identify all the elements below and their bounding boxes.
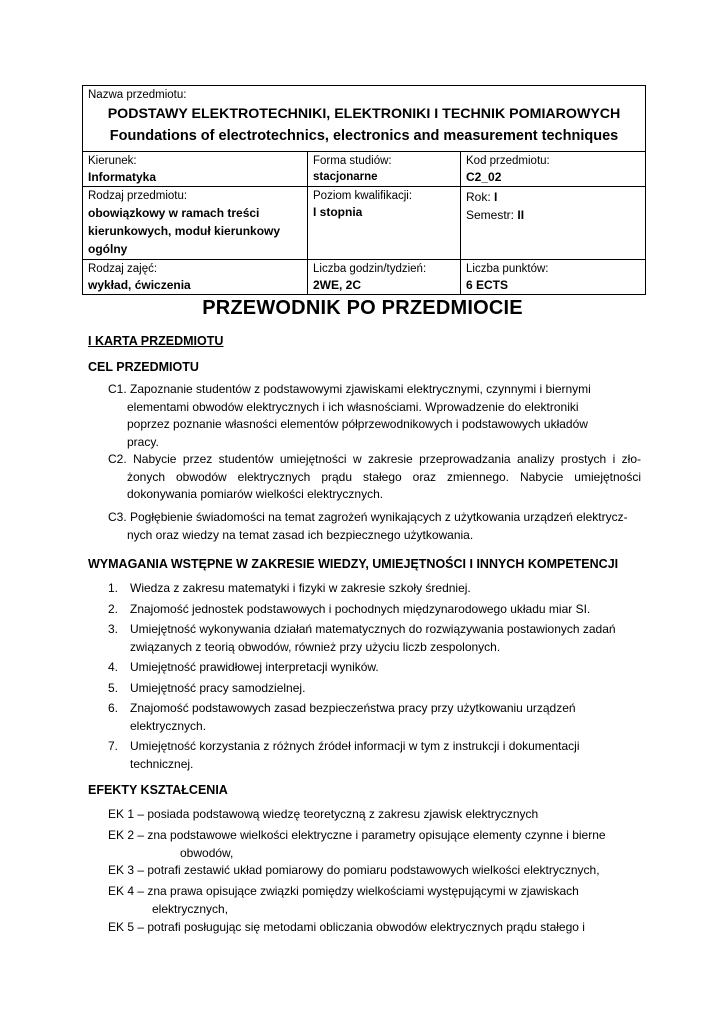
zajecia-value: wykład, ćwiczenia xyxy=(88,278,191,292)
cel-c2-line: C2. Nabycie przez studentów umiejętności w zakresie przeprowadzania analizy prostych i zło- xyxy=(108,452,641,466)
list-item-text: Wiedza z zakresu matematyki i fizyki w zakresie szkoły średniej. xyxy=(130,581,471,595)
section-wymagania-heading: WYMAGANIA WSTĘPNE W ZAKRESIE WIEDZY, UMIEJĘTNOŚCI I INNYCH KOMPETENCJI xyxy=(88,557,619,571)
semestr-value: II xyxy=(517,208,525,222)
list-item-number: 4. xyxy=(108,660,119,674)
course-title-en: Foundations of electrotechnics, electronics and measurement techniques xyxy=(109,128,619,144)
punkty-value: 6 ECTS xyxy=(466,278,509,292)
list-item xyxy=(108,601,641,619)
list-item-text: Umiejętność prawidłowej interpretacji wyników. xyxy=(130,660,379,674)
godziny-label: Liczba godzin/tydzień: xyxy=(313,263,427,275)
list-item-text: Umiejętność pracy samodzielnej. xyxy=(130,680,306,695)
semestr-label: Semestr: xyxy=(466,208,515,222)
cel-c2-line: dokonywania pomiarów wielkości elektrycznych. xyxy=(127,487,384,501)
efekt-ek1: EK 1 – posiada podstawową wiedzę teoretyczną z zakresu zjawisk elektrycznych xyxy=(108,807,539,821)
rodzaj-label: Rodzaj przedmiotu: xyxy=(88,190,188,202)
cel-c1-line: poprzez poznanie własności elementów półprzewodnikowych i podstawowych układów xyxy=(127,417,588,431)
rok xyxy=(466,188,640,206)
list-item-text: Umiejętność korzystania z różnych źródeł informacji w tym z instrukcji i dokumentacji technicznej. xyxy=(130,739,580,771)
kod-value: C2_02 xyxy=(466,170,502,184)
cel-c3 xyxy=(108,509,641,544)
efekt-ek2 xyxy=(108,827,641,862)
poziom-label: Poziom kwalifikacji: xyxy=(313,190,413,202)
list-item-number: 7. xyxy=(108,739,119,753)
efekt-ek4-cont: elektrycznych, xyxy=(152,901,229,916)
list-item xyxy=(108,738,641,773)
cel-c1-line: elementami obwodów elektrycznych i ich własnościami. Wprowadzenie do elektroniki xyxy=(127,399,579,414)
course-name-label: Nazwa przedmiotu: xyxy=(88,89,187,101)
cel-c2 xyxy=(108,451,641,504)
efekt-ek3: EK 3 – potrafi zestawić układ pomiarowy do pomiaru podstawowych wielkości elektrycznych, xyxy=(108,863,600,877)
efekt-ek2-cont: obwodów, xyxy=(180,845,234,860)
kod-label: Kod przedmiotu: xyxy=(466,155,550,167)
course-title-pl: PODSTAWY ELEKTROTECHNIKI, ELEKTRONIKI I TECHNIK POMIAROWYCH xyxy=(107,106,621,122)
rodzaj-value: obowiązkowy w ramach treści kierunkowych, moduł kierunkowy ogólny xyxy=(88,206,281,256)
list-item xyxy=(108,700,641,735)
forma-studiow xyxy=(313,153,455,185)
list-item-number: 2. xyxy=(108,601,119,616)
section-efekty-heading: EFEKTY KSZTAŁCENIA xyxy=(88,783,228,797)
list-item-number: 6. xyxy=(108,701,119,715)
cel-c1-line: pracy. xyxy=(127,434,159,449)
cel-c3-line: nych oraz wiedzy na temat zasad ich bezpiecznego użytkowania. xyxy=(127,527,474,542)
efekt-ek4 xyxy=(108,883,641,918)
info-row-3 xyxy=(83,260,646,295)
cel-c1-line: C1. Zapoznanie studentów z podstawowymi zjawiskami elektrycznymi, czynnymi i biernymi xyxy=(108,382,591,396)
rok-label: Rok: xyxy=(466,190,491,204)
rok-value: I xyxy=(494,190,498,204)
list-item-number: 5. xyxy=(108,680,119,695)
efekt-ek2-line: EK 2 – zna podstawowe wielkości elektryczne i parametry opisujące elementy czynne i bierne xyxy=(108,828,606,842)
forma-value: stacjonarne xyxy=(313,171,378,183)
list-item xyxy=(108,580,641,598)
cel-c2-line: żonych obwodów elektrycznych prądu stałego oraz zmiennego. Nabycie umiejętności xyxy=(127,469,641,484)
cel-c3-line: C3. Pogłębienie świadomości na temat zagrożeń wynikających z użytkowania urządzeń elektrycz- xyxy=(108,510,628,524)
kierunek-label: Kierunek: xyxy=(88,155,137,167)
kierunek-value: Informatyka xyxy=(88,170,157,184)
wymagania-list xyxy=(108,580,641,776)
godziny-value: 2WE, 2C xyxy=(313,278,362,292)
efekt-ek5: EK 5 – potrafi posługując się metodami obliczania obwodów elektrycznych prądu stałego i xyxy=(108,920,585,934)
list-item-text: Znajomość jednostek podstawowych i pochodnych międzynarodowego układu miar SI. xyxy=(130,601,591,616)
cel-c1 xyxy=(108,381,641,451)
list-item-text: Umiejętność wykonywania działań matematycznych do rozwiązywania postawionych zadań związanych z teorią obwodów, również przy użyciu liczb zespolonych. xyxy=(130,622,616,654)
forma-label: Forma studiów: xyxy=(313,155,392,167)
list-item-text: Znajomość podstawowych zasad bezpieczeństwa pracy przy użytkowaniu urządzeń elektrycznych. xyxy=(130,701,576,733)
course-info-table xyxy=(82,85,646,295)
poziom-value: I stopnia xyxy=(313,205,363,219)
punkty-label: Liczba punktów: xyxy=(466,263,549,275)
list-item-number: 3. xyxy=(108,622,119,636)
list-item xyxy=(108,659,641,677)
list-item-number: 1. xyxy=(108,581,119,595)
course-name-row xyxy=(83,86,646,152)
semestr xyxy=(466,206,640,224)
section-cel-heading: CEL PRZEDMIOTU xyxy=(88,360,199,374)
info-row-1 xyxy=(83,152,646,187)
main-title: PRZEWODNIK PO PRZEDMIOCIE xyxy=(202,297,523,319)
list-item xyxy=(108,621,641,656)
section-karta-heading: I KARTA PRZEDMIOTU xyxy=(88,334,224,348)
list-item xyxy=(108,680,641,698)
zajecia-label: Rodzaj zajęć: xyxy=(88,263,158,275)
info-row-2 xyxy=(83,187,646,260)
efekt-ek4-line: EK 4 – zna prawa opisujące związki pomiędzy wielkościami występującymi w zjawiskach xyxy=(108,884,579,898)
